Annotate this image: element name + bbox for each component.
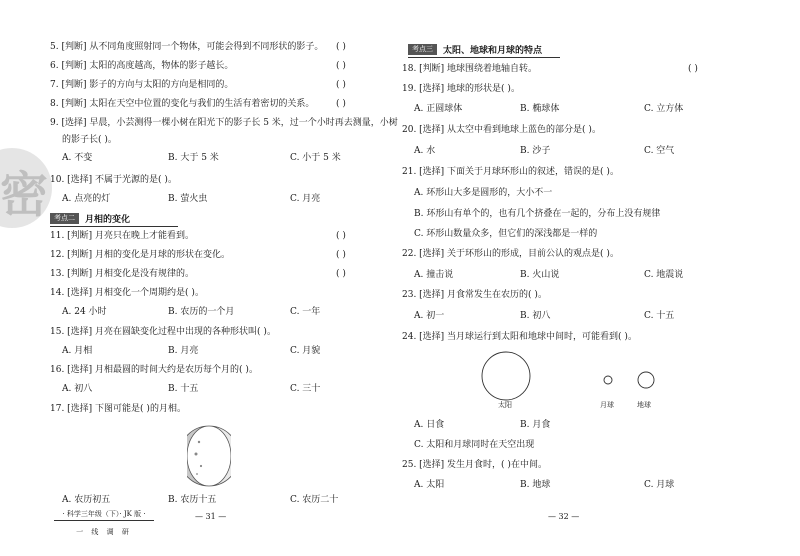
right-page	[400, 0, 800, 556]
q10-option-a[interactable]: A. 点亮的灯	[62, 194, 111, 204]
q16-option-c[interactable]: C. 三十	[290, 384, 321, 394]
q23-option-c[interactable]: C. 十五	[644, 311, 675, 321]
section-rule	[50, 226, 178, 227]
q17-option-b[interactable]: B. 农历十五	[168, 495, 217, 505]
section-title: 太阳、地球和月球的特点	[443, 45, 543, 56]
question-5: 5. [判断] 从不同角度照射同一个物体，可能会得到不同形状的影子。	[50, 42, 324, 52]
label-earth: 地球	[637, 401, 651, 409]
q22-option-b[interactable]: B. 火山说	[520, 270, 560, 280]
question-14: 14. [选择] 月相变化一个周期约是( )。	[50, 288, 204, 298]
sun-circle	[482, 352, 530, 400]
q24-option-b[interactable]: B. 月食	[520, 420, 551, 430]
answer-paren-8[interactable]: ( )	[336, 99, 346, 109]
footer-series: 一 线 调 研	[76, 528, 132, 536]
answer-paren-18[interactable]: ( )	[688, 64, 698, 74]
q19-option-c[interactable]: C. 立方体	[644, 104, 684, 114]
question-7: 7. [判断] 影子的方向与太阳的方向是相同的。	[50, 80, 234, 90]
q17-option-a[interactable]: A. 农历初五	[62, 495, 111, 505]
footer-book-label	[54, 509, 154, 537]
q21-option-c[interactable]: C. 环形山数量众多，但它们的深浅都是一样的	[414, 229, 598, 239]
answer-paren-7[interactable]: ( )	[336, 80, 346, 90]
label-moon: 月球	[600, 401, 614, 409]
q23-option-b[interactable]: B. 初八	[520, 311, 551, 321]
question-8: 8. [判断] 太阳在天空中位置的变化与我们的生活有着密切的关系。	[50, 99, 315, 109]
answer-paren-5[interactable]: ( )	[336, 42, 346, 52]
section-header-2	[50, 211, 178, 225]
q15-option-b[interactable]: B. 月亮	[168, 346, 199, 356]
q14-option-c[interactable]: C. 一年	[290, 307, 321, 317]
page-number-left: — 31 —	[195, 512, 227, 521]
question-23: 23. [选择] 月食常发生在农历的( )。	[402, 290, 547, 300]
q20-option-c[interactable]: C. 空气	[644, 146, 675, 156]
q21-option-b[interactable]: B. 环形山有单个的，也有几个挤叠在一起的，分布上没有规律	[414, 209, 661, 219]
q22-option-a[interactable]: A. 撞击说	[414, 270, 454, 280]
footer-rule	[54, 520, 154, 521]
q16-option-a[interactable]: A. 初八	[62, 384, 93, 394]
q21-option-a[interactable]: A. 环形山大多是圆形的，大小不一	[414, 188, 553, 198]
answer-paren-6[interactable]: ( )	[336, 61, 346, 71]
earth-circle	[638, 372, 654, 388]
q24-option-a[interactable]: A. 日食	[414, 420, 445, 430]
question-15: 15. [选择] 月亮在圆缺变化过程中出现的各种形状叫( )。	[50, 327, 276, 337]
question-18: 18. [判断] 地球围绕着地轴自转。	[402, 64, 538, 74]
q9-option-b[interactable]: B. 大于 5 米	[168, 153, 219, 163]
page-number-right: — 32 —	[548, 512, 580, 521]
question-20: 20. [选择] 从太空中看到地球上蓝色的部分是( )。	[402, 125, 601, 135]
q25-option-a[interactable]: A. 太阳	[414, 480, 445, 490]
q14-option-a[interactable]: A. 24 小时	[62, 307, 107, 317]
question-9: 9. [选择] 早晨，小芸测得一棵小树在阳光下的影子长 5 米，过一个小时再去测量，小树	[50, 118, 398, 128]
section-rule	[408, 57, 560, 58]
section-tag: 考点三	[408, 44, 437, 55]
question-11: 11. [判断] 月亮只在晚上才能看到。	[50, 231, 195, 241]
question-21: 21. [选择] 下面关于月球环形山的叙述，错误的是( )。	[402, 167, 619, 177]
question-12: 12. [判断] 月相的变化是月球的形状在变化。	[50, 250, 231, 260]
label-sun: 太阳	[498, 401, 512, 409]
question-6: 6. [判断] 太阳的高度越高，物体的影子越长。	[50, 61, 234, 71]
question-24: 24. [选择] 当月球运行到太阳和地球中间时，可能看到( )。	[402, 332, 637, 342]
q17-option-c[interactable]: C. 农历二十	[290, 495, 339, 505]
q15-option-c[interactable]: C. 月貌	[290, 346, 321, 356]
section-header-3	[408, 42, 560, 56]
q16-option-b[interactable]: B. 十五	[168, 384, 199, 394]
q25-option-b[interactable]: B. 地球	[520, 480, 551, 490]
q10-option-c[interactable]: C. 月亮	[290, 194, 321, 204]
q10-option-b[interactable]: B. 萤火虫	[168, 194, 208, 204]
q25-option-c[interactable]: C. 月球	[644, 480, 675, 490]
q20-option-b[interactable]: B. 沙子	[520, 146, 551, 156]
question-10: 10. [选择] 不属于光源的是( )。	[50, 175, 177, 185]
q22-option-c[interactable]: C. 地震说	[644, 270, 684, 280]
moon-phase-figure	[187, 424, 231, 488]
section-tag: 考点二	[50, 213, 79, 224]
question-22: 22. [选择] 关于环形山的形成，目前公认的观点是( )。	[402, 249, 619, 259]
q19-option-b[interactable]: B. 椭球体	[520, 104, 560, 114]
footer-book-title: · 科学三年级（下）· JK 版 ·	[62, 510, 146, 518]
question-9-line2: 的影子长( )。	[62, 135, 117, 145]
answer-paren-11[interactable]: ( )	[336, 231, 346, 241]
section-title: 月相的变化	[85, 214, 131, 225]
answer-paren-12[interactable]: ( )	[336, 250, 346, 260]
moon-circle	[604, 376, 612, 384]
question-16: 16. [选择] 月相最圆的时间大约是农历每个月的( )。	[50, 365, 258, 375]
q14-option-b[interactable]: B. 农历的一个月	[168, 307, 235, 317]
q9-option-a[interactable]: A. 不变	[62, 153, 93, 163]
question-13: 13. [判断] 月相变化是没有规律的。	[50, 269, 195, 279]
q24-option-c[interactable]: C. 太阳和月球同时在天空出现	[414, 440, 535, 450]
q9-option-c[interactable]: C. 小于 5 米	[290, 153, 341, 163]
q19-option-a[interactable]: A. 正圆球体	[414, 104, 463, 114]
q23-option-a[interactable]: A. 初一	[414, 311, 445, 321]
seal-character: 密	[0, 167, 49, 223]
q15-option-a[interactable]: A. 月相	[62, 346, 93, 356]
answer-paren-13[interactable]: ( )	[336, 269, 346, 279]
question-25: 25. [选择] 发生月食时，( )在中间。	[402, 460, 547, 470]
question-19: 19. [选择] 地球的形状是( )。	[402, 84, 520, 94]
watermark-seal	[0, 148, 52, 228]
q20-option-a[interactable]: A. 水	[414, 146, 436, 156]
question-17: 17. [选择] 下图可能是( )的月相。	[50, 404, 186, 414]
